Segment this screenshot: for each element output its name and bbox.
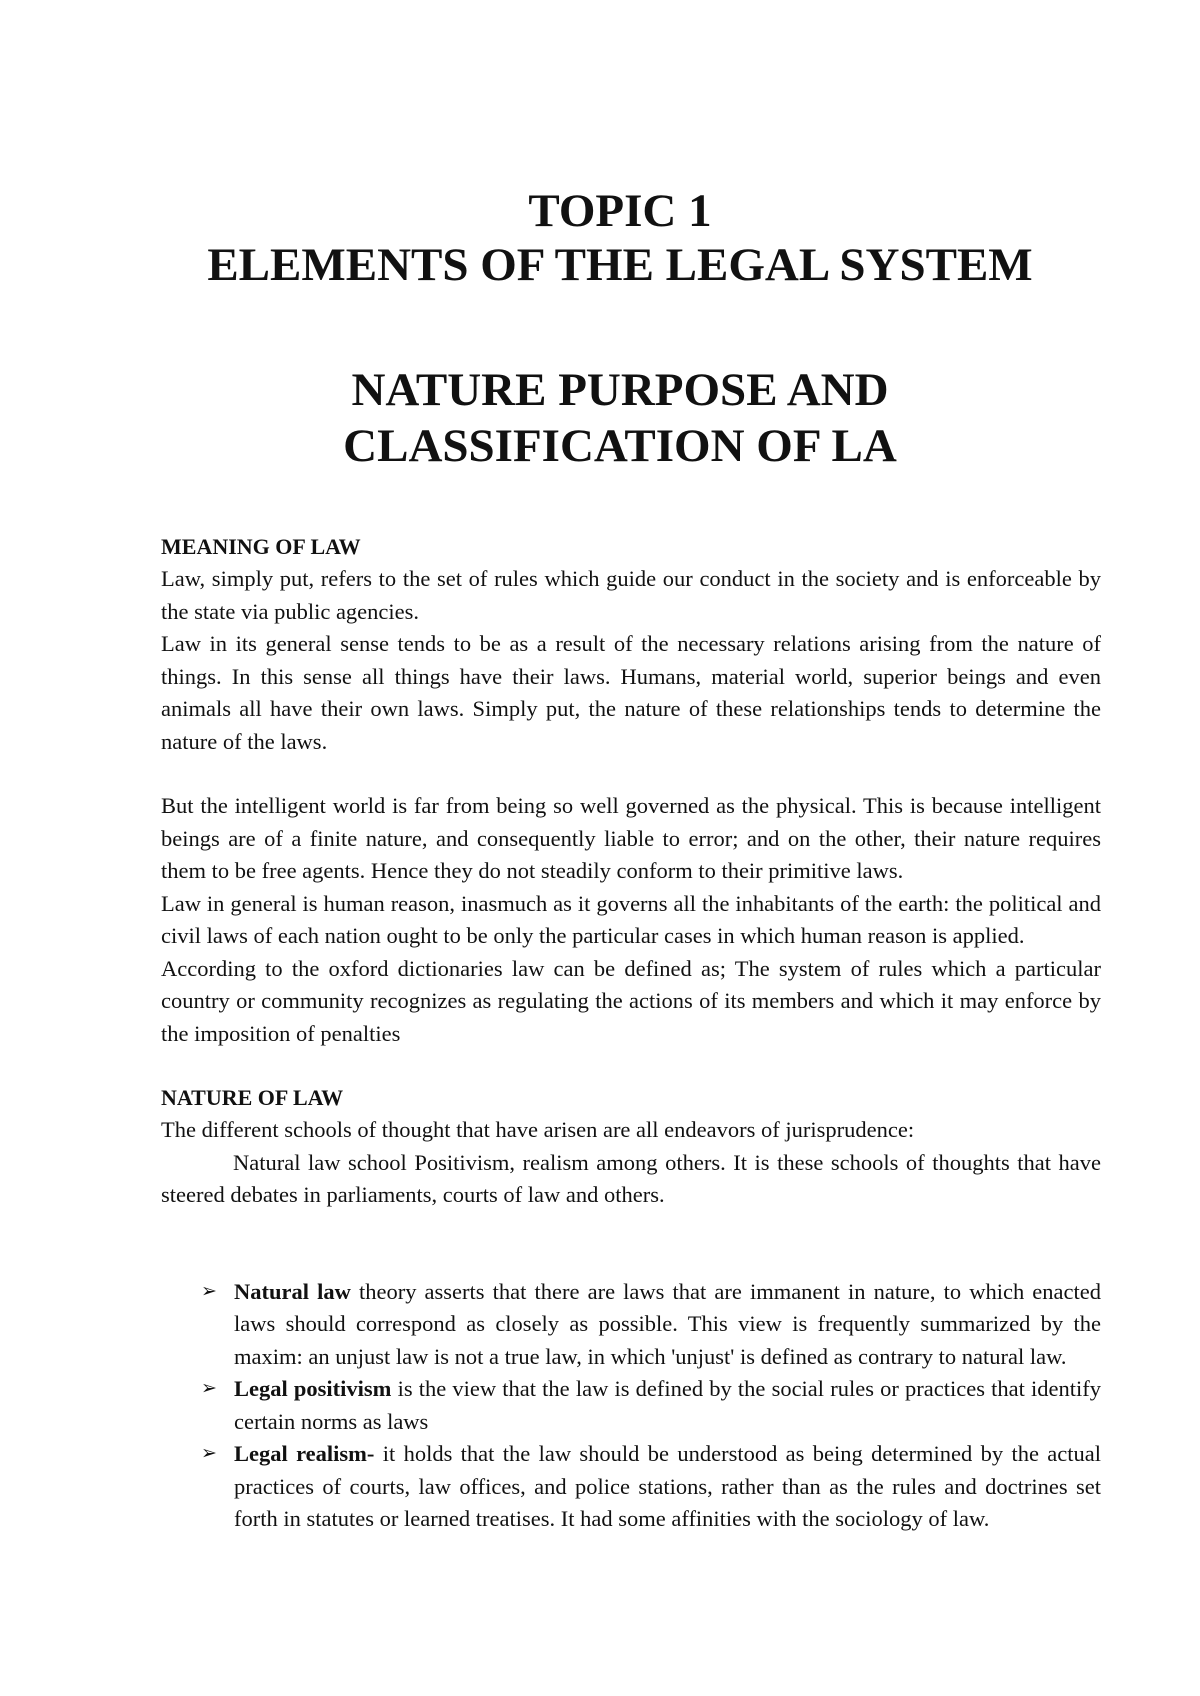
- spacer: [161, 1050, 1101, 1082]
- arrow-bullet-icon: ➢: [201, 1378, 217, 1399]
- term-legal-positivism: Legal positivism: [234, 1376, 392, 1401]
- meaning-paragraph-2: Law in its general sense tends to be as a result of the necessary relations arising from the nature of things. In this sense all things have their laws. Humans, material world, superior beings and even animals all have their own laws. Simply put, the nature of these relationships tends to determine the nature of the laws.: [161, 631, 1101, 754]
- topic-name: ELEMENTS OF THE LEGAL SYSTEM: [207, 239, 1033, 291]
- topic-number: TOPIC 1: [528, 185, 712, 237]
- definition-natural-law: theory asserts that there are laws that are immanent in nature, to which enacted laws should correspond as closely as possible. This view is frequently summarized by the maxim: an unjust law is not a true law, in which 'unjust' is defined as contrary to natural law.: [234, 1278, 1101, 1369]
- meaning-paragraph-3: But the intelligent world is far from being so well governed as the physical. This is because intelligent beings are of a finite nature, and consequently liable to error; and on the other, their nature requires them to be free agents. Hence they do not steadily conform to their primitive laws.: [161, 793, 1101, 883]
- arrow-bullet-icon: ➢: [201, 1443, 217, 1464]
- section-title: [0, 362, 1200, 474]
- nature-heading: NATURE OF LAW: [161, 1085, 344, 1110]
- section-title-line2: CLASSIFICATION OF LA: [343, 420, 897, 472]
- schools-list: [161, 1276, 1101, 1536]
- list-item-natural-law: [161, 1276, 1101, 1374]
- definition-legal-positivism: is the view that the law is defined by the social rules or practices that identify certain norms as laws: [234, 1376, 1101, 1434]
- nature-paragraph-1: The different schools of thought that have arisen are all endeavors of jurisprudence:: [161, 1117, 915, 1142]
- meaning-paragraph-4: Law in general is human reason, inasmuch as it governs all the inhabitants of the earth: the political and civil laws of each nation ought to be only the particular cases in which human reason is applied.: [161, 890, 1101, 948]
- topic-title: [0, 184, 1200, 292]
- meaning-paragraph-5: According to the oxford dictionaries law can be defined as; The system of rules which a particular country or community recognizes as regulating the actions of its members and which it may enforce by the imposition of penalties: [161, 955, 1101, 1046]
- term-natural-law: Natural law: [234, 1278, 351, 1304]
- term-legal-realism: Legal realism-: [234, 1441, 375, 1466]
- section-title-line1: NATURE PURPOSE AND: [351, 364, 889, 416]
- definition-legal-realism: it holds that the law should be understood as being determined by the actual practices of courts, law offices, and police stations, rather than as the rules and doctrines set forth in statutes or learned treatises. It had some affinities with the sociology of law.: [234, 1441, 1102, 1531]
- arrow-bullet-icon: ➢: [201, 1280, 217, 1302]
- document-body: [161, 531, 1101, 1536]
- spacer: [161, 1212, 1101, 1276]
- list-item-legal-positivism: [161, 1373, 1101, 1438]
- nature-paragraph-2: Natural law school Positivism, realism among others. It is these schools of thoughts that have steered debates in parliaments, courts of law and others.: [161, 1149, 1101, 1207]
- list-item-legal-realism: [161, 1438, 1101, 1536]
- meaning-heading: MEANING OF LAW: [161, 534, 361, 559]
- spacer: [161, 758, 1101, 790]
- meaning-paragraph-1: Law, simply put, refers to the set of rules which guide our conduct in the society and is enforceable by the state via public agencies.: [161, 566, 1101, 624]
